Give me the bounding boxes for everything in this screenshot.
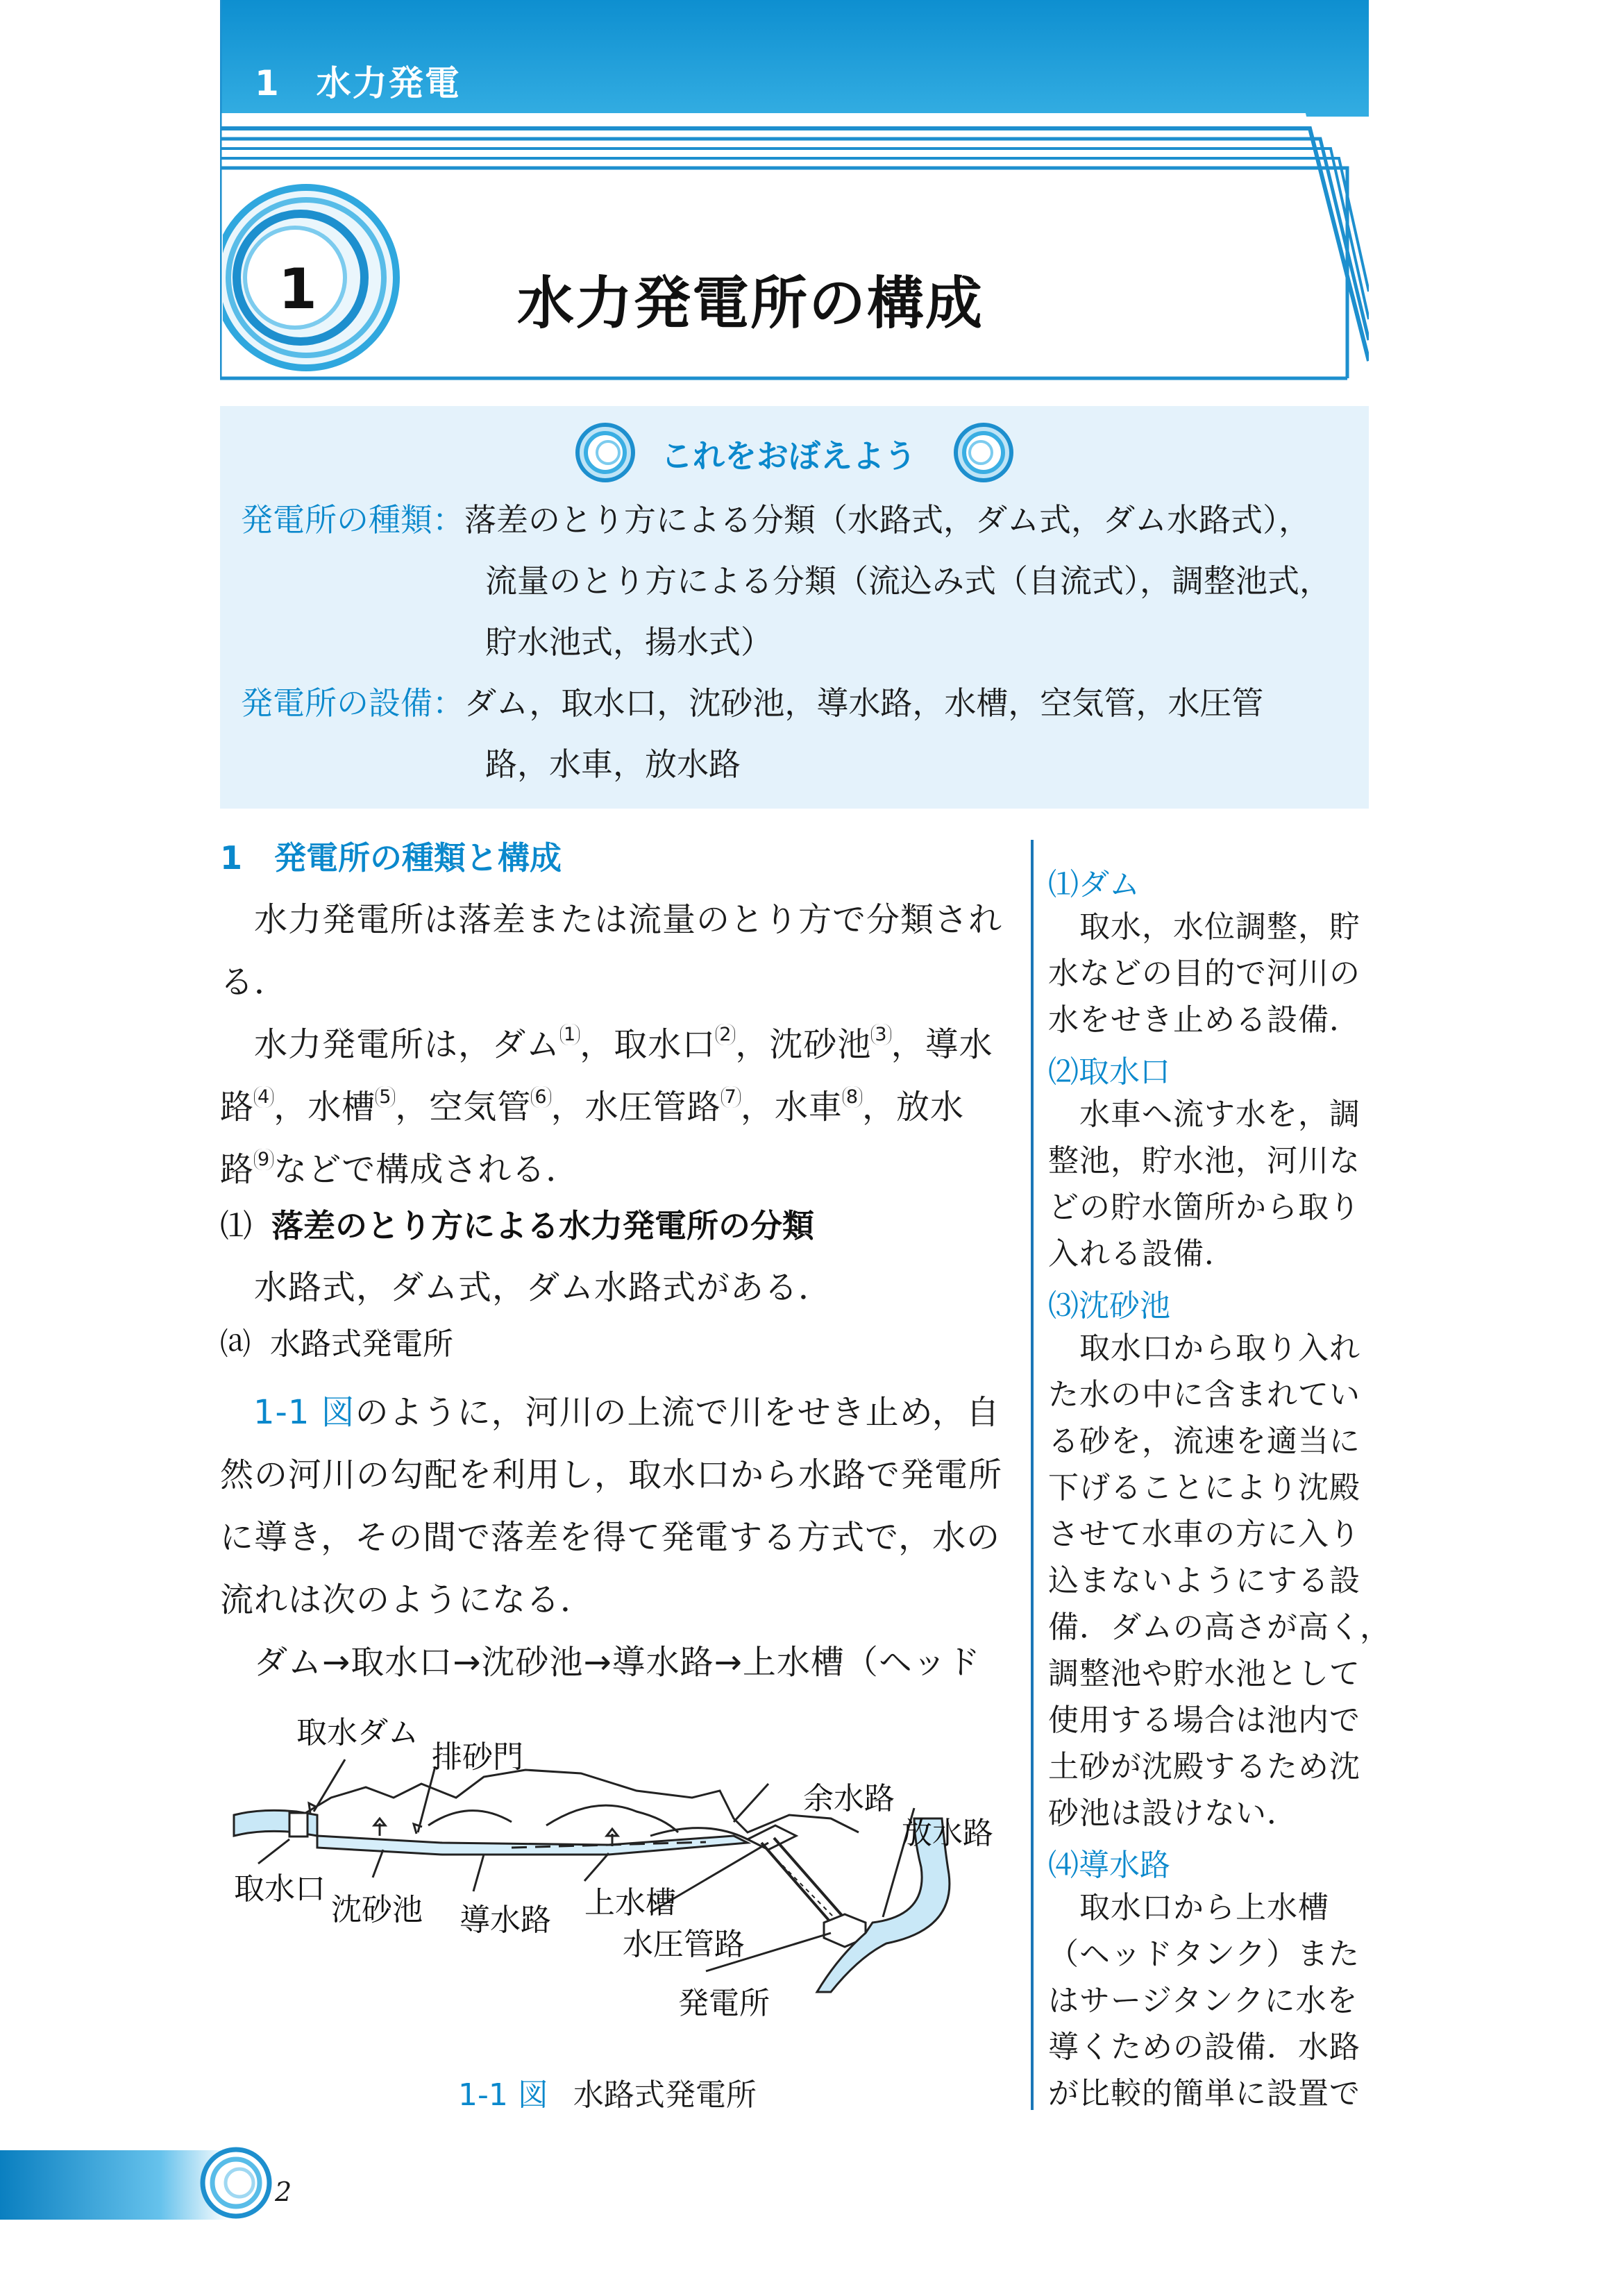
text-run: ，水圧管路: [550, 1088, 721, 1126]
memo-title: これをおぼえよう: [661, 437, 916, 475]
text-run: 水力発電所は，ダム: [220, 1025, 561, 1064]
note-heading-dam: ⑴ダム: [1048, 867, 1140, 902]
note-heading-settling: ⑶沈砂池: [1048, 1288, 1170, 1324]
text-run: ，取水口: [580, 1025, 716, 1064]
figure-caption: [458, 2070, 757, 2114]
note-line: 導くための設備．水路: [1048, 2029, 1360, 2065]
subheading-number: ⑴: [220, 1207, 252, 1244]
note-line: はサージタンクに水を: [1048, 1983, 1358, 2018]
note-line: 調整池や貯水池として: [1048, 1656, 1360, 1691]
footnote-ref[interactable]: 3: [871, 1024, 891, 1045]
note-line: る砂を，流速を適当に: [1048, 1424, 1360, 1459]
text-run: ，沈砂池: [735, 1025, 872, 1064]
memo-label-equipment: 発電所の設備：: [241, 684, 464, 722]
note-line: 使用する場合は池内で: [1048, 1703, 1360, 1738]
note-line: 土砂が沈殿するため沈: [1048, 1749, 1360, 1784]
subheading-a: [220, 1319, 453, 1363]
text-run: 路: [220, 1088, 255, 1126]
note-line: 整池，貯水池，河川な: [1048, 1143, 1360, 1179]
label-settling-basin: 沈砂池: [331, 1892, 423, 1927]
subheading-title: 落差のとり方による水力発電所の分類: [271, 1207, 814, 1244]
note-line: 込まないようにする設: [1048, 1563, 1360, 1598]
caption-number: 1-1 図: [458, 2077, 548, 2113]
label-power-station: 発電所: [678, 1986, 770, 2021]
section-number: 1: [278, 257, 317, 321]
subheading-title: 水路式発電所: [270, 1326, 453, 1362]
page-ring-icon: [198, 2145, 274, 2221]
memo-text: 流量のとり方による分類（流込み式（自流式），調整池式，: [485, 562, 1331, 600]
footnote-ref[interactable]: 2: [716, 1024, 735, 1045]
section-heading: 1 発電所の種類と構成: [220, 839, 562, 877]
note-line: た水の中に含まれてい: [1048, 1377, 1360, 1412]
note-line: 砂池は設けない．: [1048, 1796, 1298, 1831]
note-line: 水などの目的で河川の: [1048, 956, 1360, 991]
label-spillway: 余水路: [803, 1781, 895, 1816]
label-intake: 取水口: [234, 1871, 326, 1907]
memo-text: ダム，取水口，沈砂池，導水路，水槽，空気管，水圧管: [464, 684, 1264, 722]
label-sand-gate: 排砂門: [432, 1739, 523, 1775]
note-line: させて水車の方に入り: [1048, 1517, 1360, 1552]
note-line: 水をせき止める設備．: [1048, 1002, 1360, 1038]
label-tailrace: 放水路: [902, 1816, 993, 1851]
text-run: などで構成される．: [273, 1150, 580, 1189]
text-run: ，水車: [740, 1088, 843, 1126]
memo-label-types: 発電所の種類：: [241, 501, 464, 539]
paragraph-line: 流れは次のようになる．: [220, 1580, 595, 1619]
note-line: 入れる設備．: [1048, 1236, 1236, 1272]
dam-shape: [289, 1813, 307, 1837]
ring-left-icon: [578, 425, 633, 480]
paragraph-line: 水力発電所は落差または流量のとり方で分類され: [220, 900, 1003, 939]
figure-1-1: [220, 1694, 1025, 2082]
paragraph-line: [220, 1381, 1000, 1444]
caption-text: 水路式発電所: [573, 2077, 757, 2113]
text-run: ，水槽: [273, 1088, 376, 1126]
memo-text: 貯水池式，揚水式）: [485, 623, 773, 661]
paragraph-line: ダム→取水口→沈砂池→導水路→上水槽（ヘッド: [220, 1643, 981, 1682]
subheading-1: [220, 1201, 814, 1247]
footnote-ref[interactable]: 7: [721, 1086, 741, 1108]
label-head-tank: 上水槽: [584, 1885, 676, 1921]
footnote-ref[interactable]: 9: [254, 1149, 273, 1170]
label-intake-dam: 取水ダム: [296, 1715, 419, 1750]
footnote-ref[interactable]: 1: [560, 1024, 580, 1045]
footnote-ref[interactable]: 4: [254, 1086, 273, 1108]
memo-text: 落差のとり方による分類（水路式，ダム式，ダム水路式），: [464, 501, 1311, 539]
note-line: 取水口から上水槽: [1048, 1890, 1329, 1925]
text-run: ，空気管: [395, 1088, 532, 1126]
paragraph-line: [220, 1076, 964, 1138]
note-heading-intake: ⑵取水口: [1048, 1054, 1170, 1090]
subheading-number: ⒜: [220, 1326, 251, 1362]
paragraph-line: [220, 1138, 580, 1201]
paragraph-line: 水路式，ダム式，ダム水路式がある．: [220, 1268, 833, 1307]
memo-row: [485, 550, 1331, 611]
page-title: 水力発電所の構成: [517, 271, 984, 337]
note-line: 取水口から取り入れ: [1048, 1331, 1360, 1366]
footnote-ref[interactable]: 8: [843, 1086, 862, 1108]
memo-text: 路，水車，放水路: [485, 745, 741, 783]
note-line: が比較的簡単に設置で: [1048, 2076, 1360, 2111]
chapter-header: [220, 0, 1369, 382]
memo-row: [485, 734, 741, 795]
paragraph-line: に導き，その間で落差を得て発電する方式で，水の: [220, 1518, 1001, 1557]
note-line: 水車へ流す水を，調: [1048, 1097, 1360, 1132]
note-line: 備．ダムの高さが高く，: [1048, 1610, 1392, 1645]
column-divider: [1031, 840, 1034, 2110]
footnote-ref[interactable]: 6: [531, 1086, 550, 1108]
note-line: 取水，水位調整，貯: [1048, 909, 1360, 945]
note-line: どの貯水箇所から取り: [1048, 1190, 1360, 1225]
penstock-shape: [761, 1838, 843, 1923]
page-number: 2: [275, 2177, 292, 2207]
ring-right-icon: [956, 425, 1011, 480]
note-line: 下げることにより沈殿: [1048, 1470, 1360, 1505]
label-penstock: 水圧管路: [623, 1927, 745, 1962]
paragraph-line: る．: [220, 963, 289, 1002]
footer-band: [0, 2150, 229, 2220]
text-run: ，導水: [891, 1025, 993, 1064]
chapter-label: 1 水力発電: [255, 63, 461, 103]
note-line: （ヘッドタンク）また: [1048, 1936, 1360, 1972]
memo-row: [485, 611, 773, 673]
label-headrace: 導水路: [460, 1902, 551, 1938]
footnote-ref[interactable]: 5: [376, 1086, 395, 1108]
text-run: 路: [220, 1150, 255, 1189]
memo-row: [241, 673, 1263, 734]
paragraph-line: [220, 1013, 993, 1076]
note-heading-headrace: ⑷導水路: [1048, 1848, 1170, 1883]
text-run: ，放水: [862, 1088, 965, 1126]
memo-box: [220, 406, 1369, 809]
memo-row: [241, 489, 1311, 550]
text-run: のように，河川の上流で川をせき止め，自: [355, 1393, 1000, 1432]
figure-reference-link[interactable]: 1-1 図: [253, 1393, 355, 1432]
paragraph-line: 然の河川の勾配を利用し，取水口から水路で発電所: [220, 1455, 1003, 1494]
